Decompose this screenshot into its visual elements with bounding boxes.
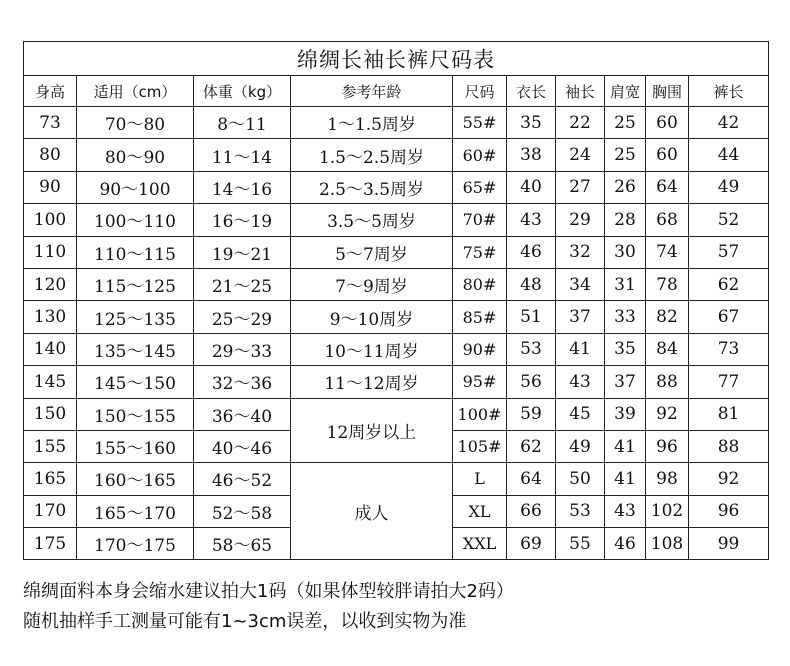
cell-age: 5～7周岁 xyxy=(291,236,453,268)
cell-shoulder: 33 xyxy=(605,301,646,333)
cell-length: 53 xyxy=(507,333,556,365)
cell-height: 175 xyxy=(24,528,77,560)
note-shrink: 绵绸面料本身会缩水建议拍大1码（如果体型较胖请拍大2码） xyxy=(23,581,514,602)
cell-size: XXL xyxy=(453,528,507,560)
cell-height: 80 xyxy=(24,139,77,171)
cell-chest: 92 xyxy=(646,398,689,430)
cell-height: 120 xyxy=(24,268,77,300)
header-row xyxy=(24,76,769,107)
cell-age: 2.5～3.5周岁 xyxy=(291,171,453,203)
cell-sleeve: 43 xyxy=(556,366,605,398)
cell-chest: 84 xyxy=(646,333,689,365)
table-row xyxy=(24,268,769,300)
cell-height: 90 xyxy=(24,171,77,203)
cell-weight: 14～16 xyxy=(194,171,291,203)
cell-chest: 60 xyxy=(646,107,689,139)
cell-shoulder: 31 xyxy=(605,268,646,300)
header-length: 衣长 xyxy=(507,76,556,107)
cell-pants: 88 xyxy=(689,430,769,462)
table-row xyxy=(24,204,769,236)
cell-shoulder: 35 xyxy=(605,333,646,365)
table-row xyxy=(24,236,769,268)
cell-length: 51 xyxy=(507,301,556,333)
cell-weight: 11～14 xyxy=(194,139,291,171)
cell-shoulder: 30 xyxy=(605,236,646,268)
cell-height: 73 xyxy=(24,107,77,139)
cell-chest: 60 xyxy=(646,139,689,171)
size-chart xyxy=(23,41,768,560)
cell-length: 69 xyxy=(507,528,556,560)
cell-length: 56 xyxy=(507,366,556,398)
cell-sleeve: 29 xyxy=(556,204,605,236)
cell-height: 145 xyxy=(24,366,77,398)
cell-age: 11～12周岁 xyxy=(291,366,453,398)
cell-weight: 16～19 xyxy=(194,204,291,236)
cell-range: 125～135 xyxy=(77,301,194,333)
cell-length: 48 xyxy=(507,268,556,300)
cell-chest: 82 xyxy=(646,301,689,333)
cell-pants: 49 xyxy=(689,171,769,203)
header-range: 适用（cm） xyxy=(77,76,194,107)
cell-range: 135～145 xyxy=(77,333,194,365)
table-row xyxy=(24,398,769,430)
cell-length: 64 xyxy=(507,463,556,495)
cell-height: 140 xyxy=(24,333,77,365)
cell-range: 170～175 xyxy=(77,528,194,560)
cell-range: 100～110 xyxy=(77,204,194,236)
cell-length: 43 xyxy=(507,204,556,236)
cell-shoulder: 26 xyxy=(605,171,646,203)
cell-range: 110～115 xyxy=(77,236,194,268)
cell-chest: 68 xyxy=(646,204,689,236)
cell-size: 75# xyxy=(453,236,507,268)
cell-sleeve: 49 xyxy=(556,430,605,462)
cell-age: 10～11周岁 xyxy=(291,333,453,365)
cell-age: 1～1.5周岁 xyxy=(291,107,453,139)
header-age: 参考年龄 xyxy=(291,76,453,107)
cell-size: 70# xyxy=(453,204,507,236)
cell-pants: 77 xyxy=(689,366,769,398)
cell-size: XL xyxy=(453,495,507,527)
cell-range: 165～170 xyxy=(77,495,194,527)
cell-length: 38 xyxy=(507,139,556,171)
cell-weight: 52～58 xyxy=(194,495,291,527)
cell-shoulder: 25 xyxy=(605,107,646,139)
table-row xyxy=(24,463,769,495)
cell-age: 3.5～5周岁 xyxy=(291,204,453,236)
cell-size: 60# xyxy=(453,139,507,171)
cell-pants: 96 xyxy=(689,495,769,527)
cell-pants: 52 xyxy=(689,204,769,236)
cell-pants: 81 xyxy=(689,398,769,430)
cell-chest: 88 xyxy=(646,366,689,398)
cell-chest: 102 xyxy=(646,495,689,527)
cell-shoulder: 39 xyxy=(605,398,646,430)
cell-sleeve: 32 xyxy=(556,236,605,268)
cell-weight: 46～52 xyxy=(194,463,291,495)
table-title: 绵绸长袖长裤尺码表 xyxy=(24,42,769,76)
header-chest: 胸围 xyxy=(646,76,689,107)
cell-shoulder: 28 xyxy=(605,204,646,236)
cell-sleeve: 41 xyxy=(556,333,605,365)
cell-chest: 108 xyxy=(646,528,689,560)
cell-sleeve: 50 xyxy=(556,463,605,495)
cell-height: 165 xyxy=(24,463,77,495)
cell-sleeve: 22 xyxy=(556,107,605,139)
note-measure: 随机抽样手工测量可能有1~3cm误差，以收到实物为准 xyxy=(23,611,467,632)
cell-pants: 62 xyxy=(689,268,769,300)
table-row xyxy=(24,366,769,398)
cell-size: 65# xyxy=(453,171,507,203)
table-row xyxy=(24,107,769,139)
cell-pants: 44 xyxy=(689,139,769,171)
cell-length: 62 xyxy=(507,430,556,462)
cell-sleeve: 55 xyxy=(556,528,605,560)
cell-chest: 98 xyxy=(646,463,689,495)
cell-size: 85# xyxy=(453,301,507,333)
cell-weight: 36～40 xyxy=(194,398,291,430)
cell-chest: 96 xyxy=(646,430,689,462)
cell-height: 130 xyxy=(24,301,77,333)
cell-shoulder: 41 xyxy=(605,463,646,495)
cell-sleeve: 53 xyxy=(556,495,605,527)
size-table xyxy=(23,41,769,560)
cell-sleeve: 27 xyxy=(556,171,605,203)
cell-size: 80# xyxy=(453,268,507,300)
cell-chest: 78 xyxy=(646,268,689,300)
cell-weight: 21～25 xyxy=(194,268,291,300)
cell-height: 110 xyxy=(24,236,77,268)
header-height: 身高 xyxy=(24,76,77,107)
cell-length: 40 xyxy=(507,171,556,203)
cell-weight: 29～33 xyxy=(194,333,291,365)
cell-weight: 8～11 xyxy=(194,107,291,139)
cell-pants: 99 xyxy=(689,528,769,560)
cell-weight: 40～46 xyxy=(194,430,291,462)
header-weight: 体重（kg） xyxy=(194,76,291,107)
cell-sleeve: 45 xyxy=(556,398,605,430)
cell-range: 115～125 xyxy=(77,268,194,300)
cell-pants: 92 xyxy=(689,463,769,495)
cell-shoulder: 25 xyxy=(605,139,646,171)
table-row xyxy=(24,139,769,171)
header-sleeve: 袖长 xyxy=(556,76,605,107)
cell-length: 46 xyxy=(507,236,556,268)
cell-age: 7～9周岁 xyxy=(291,268,453,300)
cell-size: 100# xyxy=(453,398,507,430)
table-row xyxy=(24,171,769,203)
cell-height: 100 xyxy=(24,204,77,236)
table-row xyxy=(24,301,769,333)
cell-range: 70～80 xyxy=(77,107,194,139)
cell-age: 9～10周岁 xyxy=(291,301,453,333)
cell-shoulder: 37 xyxy=(605,366,646,398)
cell-age: 1.5～2.5周岁 xyxy=(291,139,453,171)
cell-length: 59 xyxy=(507,398,556,430)
cell-length: 66 xyxy=(507,495,556,527)
notes xyxy=(23,577,773,637)
cell-chest: 64 xyxy=(646,171,689,203)
cell-range: 145～150 xyxy=(77,366,194,398)
cell-range: 80～90 xyxy=(77,139,194,171)
cell-age: 12周岁以上 xyxy=(291,398,453,463)
table-body xyxy=(24,107,769,560)
cell-pants: 42 xyxy=(689,107,769,139)
cell-range: 155～160 xyxy=(77,430,194,462)
cell-shoulder: 43 xyxy=(605,495,646,527)
cell-range: 160～165 xyxy=(77,463,194,495)
table-row xyxy=(24,333,769,365)
cell-size: 95# xyxy=(453,366,507,398)
cell-range: 90～100 xyxy=(77,171,194,203)
cell-sleeve: 37 xyxy=(556,301,605,333)
cell-shoulder: 46 xyxy=(605,528,646,560)
cell-pants: 73 xyxy=(689,333,769,365)
header-size: 尺码 xyxy=(453,76,507,107)
cell-length: 35 xyxy=(507,107,556,139)
cell-weight: 19～21 xyxy=(194,236,291,268)
cell-height: 150 xyxy=(24,398,77,430)
cell-height: 170 xyxy=(24,495,77,527)
cell-chest: 74 xyxy=(646,236,689,268)
title-row xyxy=(24,42,769,76)
cell-weight: 58～65 xyxy=(194,528,291,560)
cell-shoulder: 41 xyxy=(605,430,646,462)
cell-size: L xyxy=(453,463,507,495)
cell-pants: 57 xyxy=(689,236,769,268)
cell-height: 155 xyxy=(24,430,77,462)
cell-weight: 25～29 xyxy=(194,301,291,333)
cell-weight: 32～36 xyxy=(194,366,291,398)
cell-size: 105# xyxy=(453,430,507,462)
cell-size: 55# xyxy=(453,107,507,139)
header-shoulder: 肩宽 xyxy=(605,76,646,107)
cell-range: 150～155 xyxy=(77,398,194,430)
cell-sleeve: 24 xyxy=(556,139,605,171)
cell-size: 90# xyxy=(453,333,507,365)
header-pants: 裤长 xyxy=(689,76,769,107)
cell-age: 成人 xyxy=(291,463,453,560)
cell-pants: 67 xyxy=(689,301,769,333)
cell-sleeve: 34 xyxy=(556,268,605,300)
